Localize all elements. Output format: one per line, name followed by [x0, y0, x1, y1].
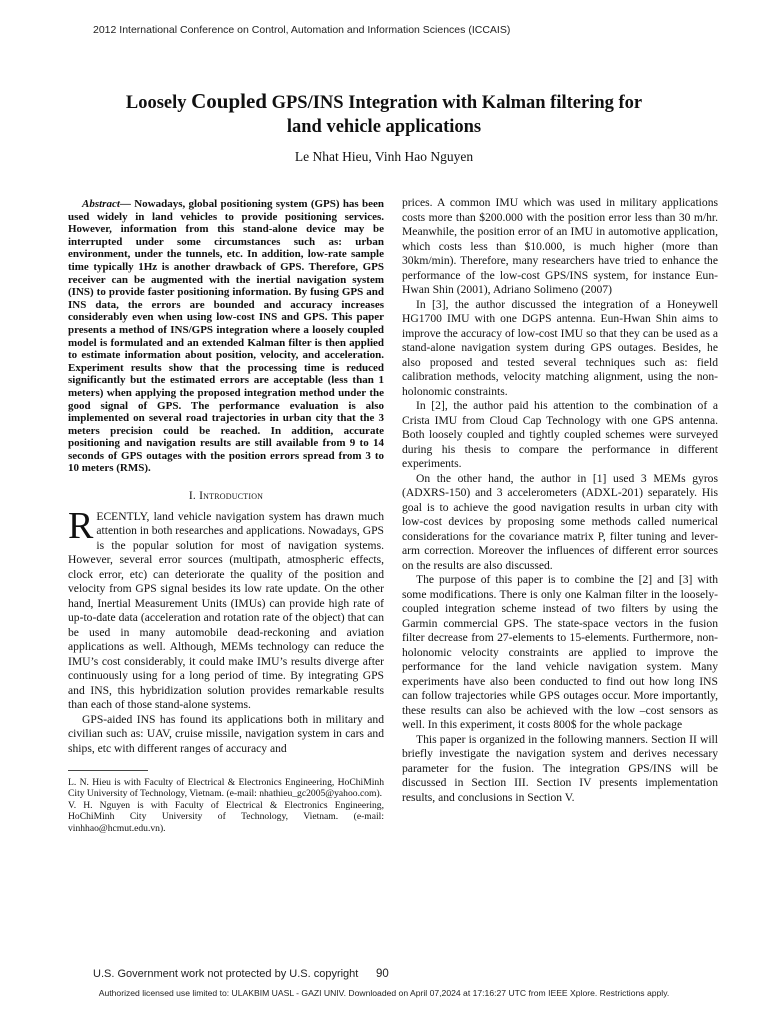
intro-paragraph-4: In [2], the author paid his attention to the combination of a Crista IMU from Cloud Cap Technology with one GPS antenna. Both loosely coupled and tightly coupled schemes were surveyed during his thesis to compare the performance in different experiments.	[402, 399, 718, 470]
title-block	[60, 89, 708, 165]
footnote-divider	[68, 770, 148, 771]
right-column	[402, 196, 718, 805]
title-part-2: Coupled	[191, 89, 267, 113]
drop-cap: R	[68, 504, 94, 547]
section-heading	[68, 489, 384, 504]
page-number: 90	[376, 968, 389, 980]
title-part-3: GPS/INS Integration with Kalman filtering for	[266, 93, 643, 113]
title-line-2: land vehicle applications	[286, 117, 482, 137]
footnote-author-2: V. H. Nguyen is with Faculty of Electrical & Electronics Engineering, HoChiMinh City University of Technology, Vietnam. (e-mail: vinhhao@hcmut.edu.vn).	[68, 799, 384, 834]
intro-paragraph-2: GPS-aided INS has found its applications both in military and civilian such as: UAV, cruise missile, navigation system in cars and ships, etc with different ranges of accuracy and	[68, 712, 384, 755]
section-number: I.	[188, 489, 196, 503]
left-column	[68, 198, 384, 834]
conference-header: 2012 International Conference on Control, Automation and Information Sciences (ICCAIS)	[93, 24, 511, 36]
intro-paragraph-1	[68, 504, 384, 713]
title-part-1: Loosely	[125, 93, 192, 113]
section-title: Introduction	[199, 489, 264, 503]
copyright-notice: U.S. Government work not protected by U.S. copyright	[93, 968, 359, 980]
intro-paragraph-7: This paper is organized in the following manners. Section II will briefly investigate the navigation system and derives necessary parameter for the fusion. The integration GPS/INS will be discussed in Section III. Section IV presents implementation results, and conclusions in Section V.	[402, 732, 718, 804]
intro-paragraph-5: On the other hand, the author in [1] used 3 MEMs gyros (ADXRS-150) and 3 accelerometers (ADXL-201) separately. His goal is to achieve the good navigation results in urban city with low-cost devices by proposing some methods called numerical considerations for the covariance matrix P, filter tuning and lever-arm correction. Moreover the influences of different error sources on the results are also discussed.	[402, 471, 718, 572]
license-notice: Authorized licensed use limited to: ULAKBIM UASL - GAZI UNIV. Downloaded on April 07,2024 at 17:16:27 UTC from IEEE Xplore. Restrictions apply.	[98, 988, 670, 998]
authors: Le Nhat Hieu, Vinh Hao Nguyen	[294, 149, 474, 164]
footnote-author-1: L. N. Hieu is with Faculty of Electrical & Electronics Engineering, HoChiMinh City University of Technology, Vietnam. (e-mail: nhathieu_gc2005@yahoo.com).	[68, 777, 384, 800]
intro-paragraph-3: In [3], the author discussed the integration of a Honeywell HG1700 IMU with one DGPS antenna. Eun-Hwan Shin aims to improve the accuracy of low-cost IMU so that they can be used as a stand-alone navigation system during GPS outages. Besides, he also proposed and tested several techniques such as: field calibration methods, velocity matching alignment, using the non-holonomic constraints.	[402, 297, 718, 398]
intro-paragraph-6: The purpose of this paper is to combine the [2] and [3] with some modifications. There is only one Kalman filter in the loosely-coupled integration scheme instead of two filters by using the Garmin commercial GPS. The state-space vectors in the fusion filter decrease from 27-elements to 15-elements. Furthermore, non-holonomic velocity constraints are applied to improve the performance for the land vehicle navigation system. Many experiments have also been conducted to find out how long INS can follow trajectories while GPS outages occur. More importantly, these results can also be achieved with the low –cost sensors as well. In this experiment, it costs 800$ for the whole package	[402, 573, 718, 731]
intro-paragraph-2-continued: prices. A common IMU which was used in military applications costs more than $200.000 with the position error less than 30 m/hr. Meanwhile, the position error of an IMU in automotive application, which costs less than $10.000, is much higher (more than 30km/min). Therefore, many researchers have tried to enhance the performance of the low-cost GPS/INS system, for instance Eun-Hwan Shin (2001), Adriano Solimeno (2007)	[402, 196, 718, 296]
abstract-text: — Nowadays, global positioning system (GPS) has been used widely in land vehicles to provide positioning services. However, information from this stand-alone device may be interrupted under some circumstances such as: urban environment, under the tunnels, etc. In addition, low-rate sample time typically 1Hz is another drawback of GPS. Therefore, GPS receiver can be augmented with the inertial navigation system (INS) to provide faster positioning information. By fusing GPS and INS data, the errors are bounded and accuracy increases considerably even when using low-cost INS and GPS. This paper presents a method of INS/GPS integration where a loosely coupled model is formulated and an extended Kalman filter is then applied to estimate information about position, velocity, and acceleration. Experiment results show that the processing time is reduced significantly but the estimated errors are acceptable (less than 1 meters) when applying the proposed integration method under the good signal of GPS. The performance evaluation is also implemented on several road trajectories in urban city that the 3 meters precision could be reached. In addition, accurate positioning and navigation results are still available from 9 to 14 seconds of GPS outages with the position errors spread from 3 to 10 meters (RMS).	[68, 198, 384, 475]
intro-paragraph-1-text: ECENTLY, land vehicle navigation system has drawn much attention in both researches and applications. Nowadays, GPS is the popular solution for most of navigation systems. However, several error sources (multipath, atmospheric effects, clock error, etc) can deteriorate the quality of the position and velocity from GPS signal besides its low rate update. On the other hand, Inertial Measurement Units (IMUs) can provide high rate of up-to-date data (acceleration and rotation rate of the object) that can be used in many automobile dead-reckoning and aviation applications as well. Although, MEMs technology can reduce the IMU’s cost considerably, it could make IMU’s results diverge after continuously using for a long period of time. By integrating GPS and INS, this hybridization solution provides remarkable results than each of those stand-alone systems.	[68, 509, 384, 712]
abstract-label: Abstract	[82, 198, 120, 210]
abstract	[68, 198, 384, 475]
paper-title	[60, 89, 708, 139]
